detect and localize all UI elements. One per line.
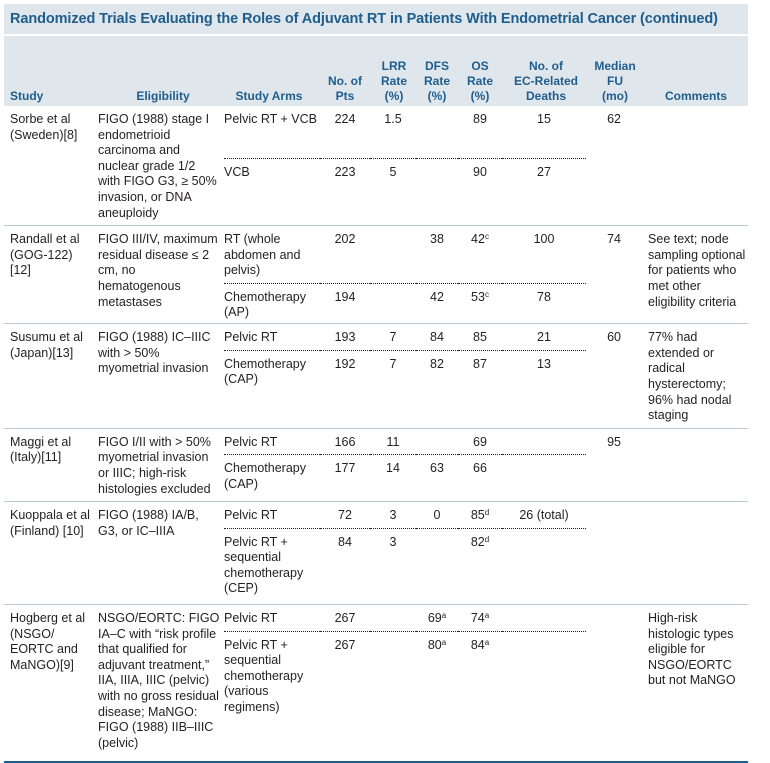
table-row bbox=[4, 226, 748, 324]
arm-row bbox=[224, 631, 586, 761]
eligibility-cell: NSGO/EORTC: FIGO IA–C with “risk profile that qualified for adjuvant treatment,” IIA, IIIA, IIIC (pelvic) with no gross residual disease; MaNGO: FIGO (1988) IIB–IIIC (pelvic) bbox=[96, 605, 224, 763]
header-ec-deaths: No. of EC-Related Deaths bbox=[513, 59, 578, 103]
os-cell: 66 bbox=[458, 455, 502, 499]
table-title: Randomized Trials Evaluating the Roles of Adjuvant RT in Patients With Endometrial Cancer (continued) bbox=[10, 11, 718, 27]
table-frame bbox=[4, 4, 748, 751]
deaths-cell bbox=[502, 429, 586, 455]
fu-cell: 62 bbox=[586, 106, 642, 226]
pts-cell: 177 bbox=[320, 455, 370, 499]
dfs-cell: 80$^a$ bbox=[416, 631, 458, 761]
os-cell: 84$^a$ bbox=[458, 631, 502, 761]
pts-cell: 193 bbox=[334, 330, 356, 345]
lrr-cell bbox=[370, 226, 416, 283]
pts-cell: 202 bbox=[334, 232, 356, 247]
arm-row bbox=[224, 605, 586, 631]
dfs-cell: 38 bbox=[430, 232, 444, 247]
trials-table bbox=[4, 106, 748, 763]
pts-cell: 223 bbox=[320, 158, 370, 218]
study-cell: Kuoppala et al (Finland) [10] bbox=[4, 502, 96, 605]
arm-cell: RT (whole abdomen and pelvis) bbox=[224, 232, 301, 278]
arm-row bbox=[224, 106, 586, 158]
comments-cell: See text; node sampling optional for patients who met other eligibility criteria bbox=[642, 226, 748, 324]
lrr-cell bbox=[370, 283, 416, 323]
arm-cell: Pelvic RT bbox=[224, 611, 278, 626]
dfs-cell: 42 bbox=[416, 283, 458, 323]
arm-cell: VCB bbox=[224, 158, 320, 218]
arm-cell: Chemotherapy (CAP) bbox=[224, 455, 320, 499]
pts-cell: 267 bbox=[334, 611, 356, 626]
arm-row bbox=[224, 528, 586, 604]
lrr-cell: 7 bbox=[370, 350, 416, 412]
study-cell: Hogberg et al (NSGO/ EORTC and MaNGO)[9] bbox=[4, 605, 96, 763]
lrr-cell bbox=[370, 631, 416, 761]
header-lrr-rate: LRR Rate (%) bbox=[380, 59, 407, 103]
comments-cell bbox=[642, 106, 748, 226]
os-cell: 42$^c$ bbox=[471, 232, 489, 247]
os-cell: 74$^a$ bbox=[470, 611, 490, 626]
header-dfs-rate: DFS Rate (%) bbox=[423, 59, 450, 103]
deaths-cell: 78 bbox=[502, 283, 586, 323]
table-row bbox=[4, 502, 748, 605]
arm-row bbox=[224, 283, 586, 323]
deaths-cell bbox=[502, 455, 586, 499]
os-cell: 82$^d$ bbox=[458, 528, 502, 604]
eligibility-cell: FIGO (1988) IA/B, G3, or IC–IIIA bbox=[96, 502, 224, 605]
header-eligibility: Eligibility bbox=[136, 89, 190, 103]
arm-row bbox=[224, 455, 586, 499]
pts-cell: 224 bbox=[334, 112, 356, 126]
comments-cell bbox=[642, 502, 748, 605]
comments-cell: High-risk histologic types eligible for NSGO/EORTC but not MaNGO bbox=[642, 605, 748, 763]
header-comments: Comments bbox=[664, 89, 727, 103]
os-cell: 87 bbox=[458, 350, 502, 412]
deaths-cell bbox=[502, 605, 586, 631]
arm-cell: Pelvic RT bbox=[224, 508, 278, 523]
fu-cell bbox=[586, 605, 642, 763]
eligibility-cell: FIGO (1988) IC–IIIC with > 50% myometrial invasion bbox=[96, 324, 224, 429]
lrr-cell: 3 bbox=[389, 508, 397, 523]
study-cell: Sorbe et al (Sweden)[8] bbox=[4, 106, 96, 226]
dfs-cell: 0 bbox=[433, 508, 441, 523]
header-no-of-pts: No. of Pts bbox=[328, 74, 362, 103]
deaths-cell: 13 bbox=[502, 350, 586, 412]
deaths-cell: 100 bbox=[533, 232, 555, 247]
eligibility-cell: FIGO (1988) stage I endometrioid carcinoma and nuclear grade 1/2 with FIGO G3, ≥ 50% invasion, or DNA aneuploidy bbox=[96, 106, 224, 226]
dfs-cell: 84 bbox=[430, 330, 444, 345]
title-bar bbox=[4, 4, 748, 34]
header-os-rate: OS Rate (%) bbox=[466, 59, 493, 103]
dfs-cell bbox=[416, 528, 458, 604]
table-row bbox=[4, 324, 748, 429]
eligibility-cell: FIGO III/IV, maximum residual disease ≤ 2 cm, no hematogenous metastases bbox=[96, 226, 224, 324]
study-cell: Maggi et al (Italy)[11] bbox=[4, 428, 96, 501]
dfs-cell: 82 bbox=[416, 350, 458, 412]
dfs-cell bbox=[416, 158, 458, 218]
pts-cell: 84 bbox=[320, 528, 370, 604]
os-cell: 85$^d$ bbox=[470, 508, 490, 523]
lrr-cell: 7 bbox=[389, 330, 397, 345]
deaths-cell: 27 bbox=[502, 158, 586, 218]
comments-cell bbox=[642, 428, 748, 501]
arm-cell: Pelvic RT bbox=[224, 434, 278, 449]
comments-cell: 77% had extended or radical hysterectomy; 96% had nodal staging bbox=[642, 324, 748, 429]
table-row bbox=[4, 106, 748, 226]
dfs-cell bbox=[416, 429, 458, 455]
eligibility-cell: FIGO I/II with > 50% myometrial invasion or IIIC; high-risk histologies excluded bbox=[96, 428, 224, 501]
os-cell: 89 bbox=[473, 112, 487, 126]
arm-row bbox=[224, 324, 586, 350]
lrr-cell: 11 bbox=[386, 434, 400, 449]
dfs-cell: 69$^a$ bbox=[427, 611, 447, 626]
arm-cell: Pelvic RT bbox=[224, 330, 278, 345]
arm-row bbox=[224, 429, 586, 455]
deaths-cell: 26 (total) bbox=[519, 508, 569, 523]
pts-cell: 72 bbox=[338, 508, 352, 523]
arm-cell: Chemotherapy (CAP) bbox=[224, 350, 320, 412]
arm-row bbox=[224, 158, 586, 218]
arm-row bbox=[224, 226, 586, 283]
header-median-fu: Median FU (mo) bbox=[594, 59, 636, 103]
arm-cell: Chemotherapy (AP) bbox=[224, 283, 320, 323]
arm-row bbox=[224, 350, 586, 412]
deaths-cell: 15 bbox=[537, 112, 551, 126]
lrr-cell: 3 bbox=[370, 528, 416, 604]
arm-cell: Pelvic RT + sequential chemotherapy (CEP) bbox=[224, 528, 320, 604]
fu-cell: 95 bbox=[586, 428, 642, 501]
dfs-cell: 63 bbox=[416, 455, 458, 499]
header-study: Study bbox=[10, 89, 44, 103]
deaths-cell bbox=[502, 631, 586, 761]
pts-cell: 194 bbox=[320, 283, 370, 323]
pts-cell: 267 bbox=[320, 631, 370, 761]
pts-cell: 192 bbox=[320, 350, 370, 412]
table-row bbox=[4, 605, 748, 763]
table-header bbox=[4, 34, 748, 106]
os-cell: 85 bbox=[473, 330, 487, 345]
dfs-cell bbox=[416, 106, 458, 158]
lrr-cell: 1.5 bbox=[384, 112, 402, 126]
deaths-cell: 21 bbox=[537, 330, 551, 345]
arm-cell: Pelvic RT + sequential chemotherapy (various regimens) bbox=[224, 631, 320, 761]
deaths-cell bbox=[502, 528, 586, 604]
os-cell: 53$^c$ bbox=[458, 283, 502, 323]
study-cell: Susumu et al (Japan)[13] bbox=[4, 324, 96, 429]
study-cell: Randall et al (GOG-122) [12] bbox=[4, 226, 96, 324]
table-row bbox=[4, 428, 748, 501]
os-cell: 90 bbox=[458, 158, 502, 218]
fu-cell: 74 bbox=[586, 226, 642, 324]
header-study-arms: Study Arms bbox=[235, 89, 303, 103]
lrr-cell: 5 bbox=[370, 158, 416, 218]
pts-cell: 166 bbox=[334, 434, 356, 449]
fu-cell: 60 bbox=[586, 324, 642, 429]
lrr-cell: 14 bbox=[370, 455, 416, 499]
fu-cell bbox=[586, 502, 642, 605]
arm-cell: Pelvic RT + VCB bbox=[224, 112, 317, 126]
arm-row bbox=[224, 502, 586, 528]
os-cell: 69 bbox=[473, 434, 487, 449]
lrr-cell bbox=[370, 605, 416, 631]
